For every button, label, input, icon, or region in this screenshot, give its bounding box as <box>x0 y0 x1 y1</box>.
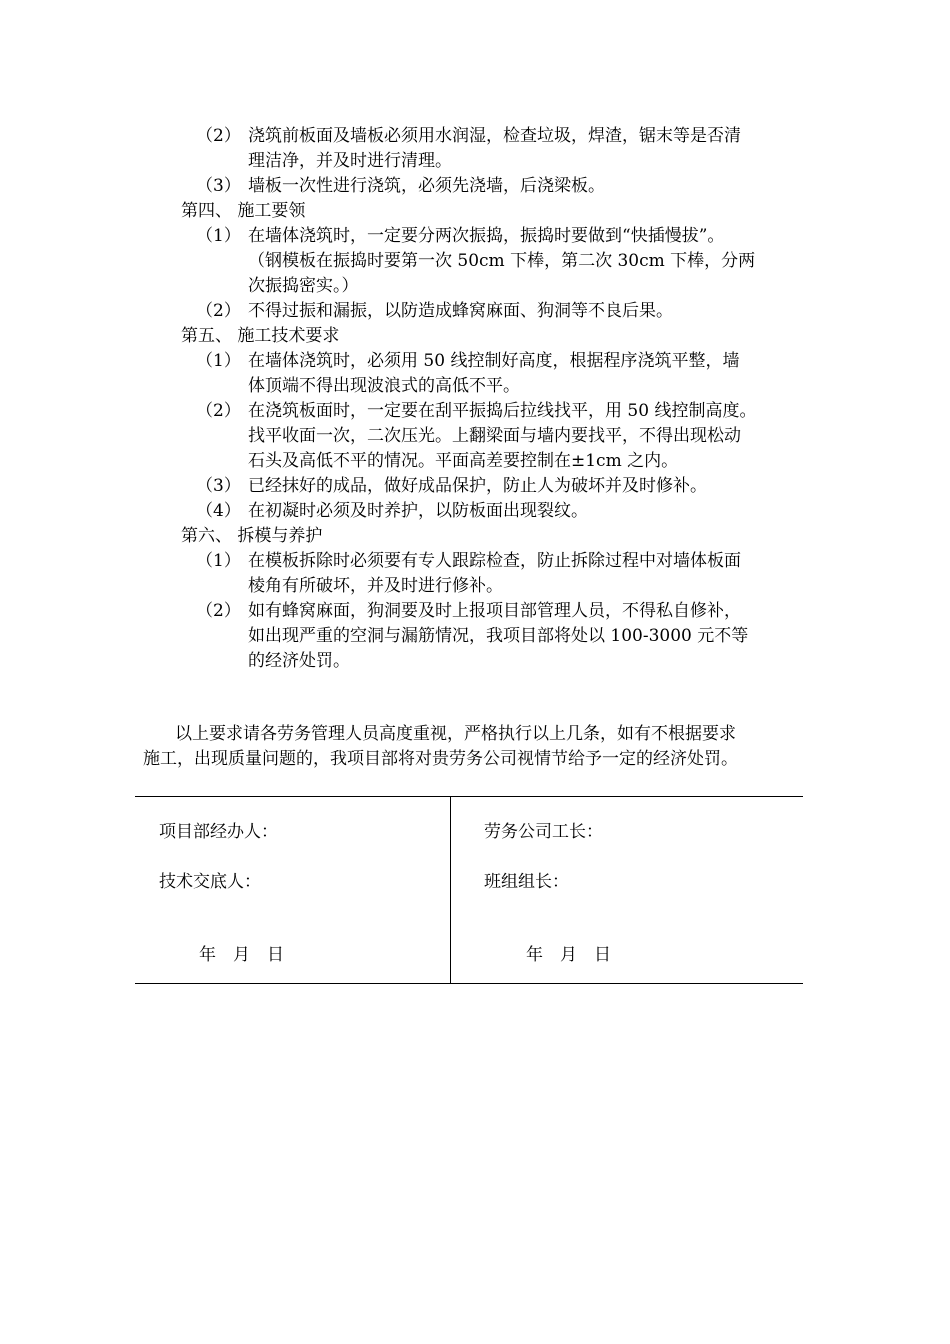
item-number: （4） <box>196 501 241 521</box>
right-date-label: 年 月 日 <box>526 945 611 965</box>
item-text-line: （钢模板在振捣时要第一次 50cm 下棒，第二次 30cm 下棒，分两 <box>248 251 756 271</box>
closing-line-2: 施工，出现质量问题的，我项目部将对贵劳务公司视情节给予一定的经济处罚。 <box>143 749 738 769</box>
labor-foreman-label: 劳务公司工长： <box>484 822 603 842</box>
item-text-line: 理洁净，并及时进行清理。 <box>248 151 452 171</box>
item-number: （2） <box>196 301 241 321</box>
item-text-line: 石头及高低不平的情况。平面高差要控制在±1cm 之内。 <box>248 451 679 471</box>
closing-line-1: 以上要求请各劳务管理人员高度重视，严格执行以上几条，如有不根据要求 <box>175 724 736 744</box>
item-text-line: 在浇筑板面时，一定要在刮平振捣后拉线找平，用 50 线控制高度。 <box>248 401 757 421</box>
section-heading: 第六、 拆模与养护 <box>181 526 323 546</box>
item-text-line: 的经济处罚。 <box>248 651 350 671</box>
item-text-line: 浇筑前板面及墙板必须用水润湿，检查垃圾，焊渣，锯末等是否清 <box>248 126 741 146</box>
item-text-line: 在模板拆除时必须要有专人跟踪检查，防止拆除过程中对墙体板面 <box>248 551 741 571</box>
item-text-line: 找平收面一次，二次压光。上翻梁面与墙内要找平，不得出现松动 <box>248 426 741 446</box>
item-text-line: 在初凝时必须及时养护，以防板面出现裂纹。 <box>248 501 588 521</box>
item-text-line: 在墙体浇筑时，一定要分两次振捣，振捣时要做到“快插慢拔”。 <box>248 226 725 246</box>
item-text-line: 如有蜂窝麻面，狗洞要及时上报项目部管理人员，不得私自修补， <box>248 601 741 621</box>
item-number: （2） <box>196 126 241 146</box>
item-number: （3） <box>196 476 241 496</box>
item-text-line: 在墙体浇筑时，必须用 50 线控制好高度，根据程序浇筑平整，墙 <box>248 351 740 371</box>
item-number: （1） <box>196 226 241 246</box>
team-leader-label: 班组组长： <box>484 872 569 892</box>
item-number: （2） <box>196 601 241 621</box>
item-number: （2） <box>196 401 241 421</box>
item-number: （1） <box>196 551 241 571</box>
project-handler-label: 项目部经办人： <box>159 822 278 842</box>
item-text-line: 不得过振和漏振，以防造成蜂窝麻面、狗洞等不良后果。 <box>248 301 673 321</box>
item-text-line: 体顶端不得出现波浪式的高低不平。 <box>248 376 520 396</box>
item-text-line: 棱角有所破坏，并及时进行修补。 <box>248 576 503 596</box>
technical-briefer-label: 技术交底人： <box>159 872 261 892</box>
item-number: （3） <box>196 176 241 196</box>
left-date-label: 年 月 日 <box>199 945 284 965</box>
signature-divider <box>450 797 451 983</box>
item-number: （1） <box>196 351 241 371</box>
signature-table <box>135 796 803 984</box>
section-heading: 第五、 施工技术要求 <box>181 326 340 346</box>
item-text-line: 如出现严重的空洞与漏筋情况，我项目部将处以 100-3000 元不等 <box>248 626 749 646</box>
item-text-line: 次振捣密实。） <box>248 276 359 296</box>
item-text-line: 已经抹好的成品，做好成品保护，防止人为破坏并及时修补。 <box>248 476 707 496</box>
item-text-line: 墙板一次性进行浇筑，必须先浇墙，后浇梁板。 <box>248 176 605 196</box>
section-heading: 第四、 施工要领 <box>181 201 306 221</box>
